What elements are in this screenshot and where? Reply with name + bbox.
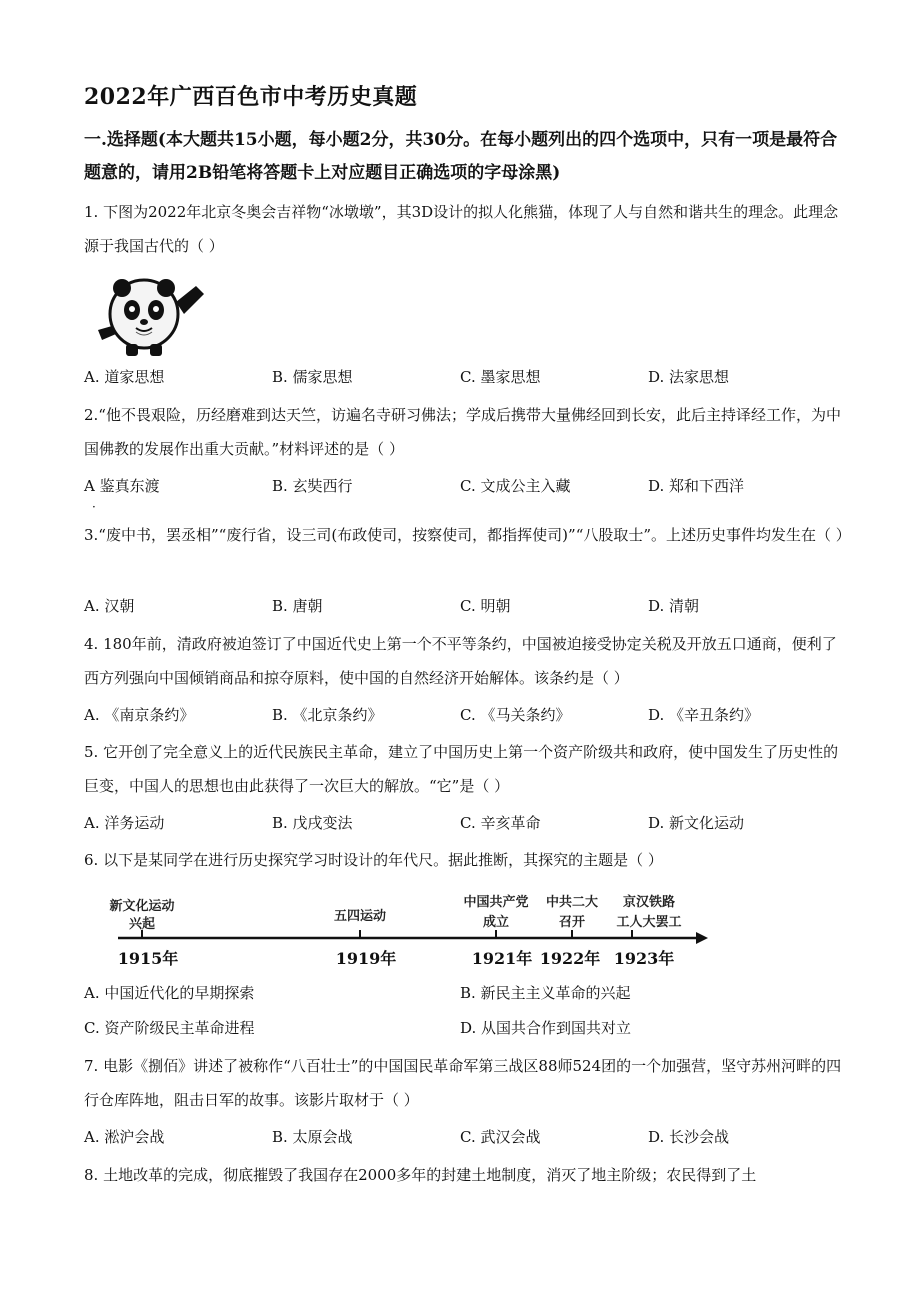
question-4-stem: 4. 180年前，清政府被迫签订了中国近代史上第一个不平等条约，中国被迫接受协定关税及开放五口通商，便利了西方列强向中国倾销商品和掠夺原料，使中国的自然经济开始解体。该条约是（ ）	[84, 635, 837, 687]
page-title: 2022年广西百色市中考历史真题	[84, 84, 418, 110]
option-b[interactable]: B. 儒家思想	[272, 368, 353, 386]
question-7-options	[84, 1126, 844, 1150]
question-1-options	[84, 366, 844, 390]
option-c[interactable]: C. 资产阶级民主革命进程	[84, 1019, 255, 1037]
option-b[interactable]: B. 戊戌变法	[272, 814, 353, 832]
year-1915: 1915年	[117, 949, 179, 968]
question-1-stem: 1. 下图为2022年北京冬奥会吉祥物“冰墩墩”，其3D设计的拟人化熊猫，体现了人与自然和谐共生的理念。此理念源于我国古代的（ ）	[84, 203, 839, 255]
timeline-arrow-icon	[696, 932, 708, 944]
option-d[interactable]: D. 从国共合作到国共对立	[460, 1019, 632, 1037]
event-1922-label-1: 中共二大	[545, 895, 599, 910]
option-a[interactable]: A. 《南京条约》	[84, 706, 195, 724]
year-1921: 1921年	[471, 949, 533, 968]
question-6-stem: 6. 以下是某同学在进行历史探究学习时设计的年代尺。据此推断，其探究的主题是（ ）	[84, 851, 663, 869]
timeline-ruler	[84, 886, 724, 976]
option-a[interactable]: A 鉴真东渡	[84, 477, 160, 495]
event-1915-label-1: 新文化运动	[109, 899, 175, 914]
question-6-options-row-2	[84, 1017, 844, 1041]
option-d[interactable]: D. 《辛丑条约》	[648, 706, 760, 724]
year-1923: 1923年	[613, 949, 675, 968]
question-7-stem: 7. 电影《捌佰》讲述了被称作“八百壮士”的中国国民革命军第三战区88师524团的一个加强营，坚守苏州河畔的四行仓库阵地，阻击日军的故事。该影片取材于（ ）	[84, 1057, 842, 1109]
question-3-options	[84, 595, 844, 619]
year-1919: 1919年	[335, 949, 397, 968]
option-b[interactable]: B. 新民主主义革命的兴起	[460, 984, 631, 1002]
event-1921-label-1: 中国共产党	[463, 895, 529, 910]
event-1915-label-2: 兴起	[128, 917, 156, 932]
panda-mascot-image	[92, 268, 212, 358]
option-b[interactable]: B. 玄奘西行	[272, 477, 353, 495]
question-2-options	[84, 475, 844, 499]
year-1922: 1922年	[539, 949, 601, 968]
question-4-options	[84, 704, 844, 728]
question-5-options	[84, 812, 844, 836]
event-1923-label-1: 京汉铁路	[622, 895, 676, 910]
option-a[interactable]: A. 淞沪会战	[84, 1128, 165, 1146]
question-5-stem: 5. 它开创了完全意义上的近代民族民主革命，建立了中国历史上第一个资产阶级共和政府，使中国发生了历史性的巨变，中国人的思想也由此获得了一次巨大的解放。“它”是（ ）	[84, 743, 839, 795]
option-c[interactable]: C. 辛亥革命	[460, 814, 541, 832]
option-a[interactable]: A. 洋务运动	[84, 814, 165, 832]
option-c[interactable]: C. 明朝	[460, 597, 511, 615]
option-c[interactable]: C. 墨家思想	[460, 368, 541, 386]
option-d[interactable]: D. 法家思想	[648, 368, 730, 386]
event-1923-label-2: 工人大罢工	[616, 915, 682, 930]
question-6-options-row-1	[84, 982, 844, 1006]
option-c[interactable]: C. 武汉会战	[460, 1128, 541, 1146]
option-d[interactable]: D. 郑和下西洋	[648, 477, 745, 495]
option-a[interactable]: A. 中国近代化的早期探索	[84, 984, 255, 1002]
option-d[interactable]: D. 新文化运动	[648, 814, 745, 832]
option-c[interactable]: C. 文成公主入藏	[460, 477, 571, 495]
option-a[interactable]: A. 道家思想	[84, 368, 165, 386]
option-a[interactable]: A. 汉朝	[84, 597, 135, 615]
option-d[interactable]: D. 长沙会战	[648, 1128, 730, 1146]
option-c[interactable]: C. 《马关条约》	[460, 706, 571, 724]
stray-mark: ·	[92, 500, 96, 514]
option-b[interactable]: B. 《北京条约》	[272, 706, 383, 724]
question-2-stem: 2.“他不畏艰险，历经磨难到达天竺，访遍名寺研习佛法；学成后携带大量佛经回到长安，此后主持译经工作，为中国佛教的发展作出重大贡献。”材料评述的是（ ）	[84, 406, 841, 458]
option-b[interactable]: B. 太原会战	[272, 1128, 353, 1146]
event-1922-label-2: 召开	[558, 915, 586, 930]
section-heading: 一.选择题(本大题共15小题，每小题2分，共30分。在每小题列出的四个选项中，只有一项是最符合题意的，请用2B铅笔将答题卡上对应题目正确选项的字母涂黑)	[84, 130, 838, 183]
event-1921-label-2: 成立	[482, 915, 510, 930]
event-1919-label-1: 五四运动	[333, 909, 387, 924]
question-8-stem: 8. 土地改革的完成，彻底摧毁了我国存在2000多年的封建土地制度，消灭了地主阶级；农民得到了土	[84, 1166, 757, 1184]
question-3-stem: 3.“废中书，罢丞相”“废行省，设三司(布政使司，按察使司，都指挥使司)”“八股取士”。上述历史事件均发生在（ ）	[84, 526, 851, 544]
option-b[interactable]: B. 唐朝	[272, 597, 323, 615]
option-d[interactable]: D. 清朝	[648, 597, 700, 615]
